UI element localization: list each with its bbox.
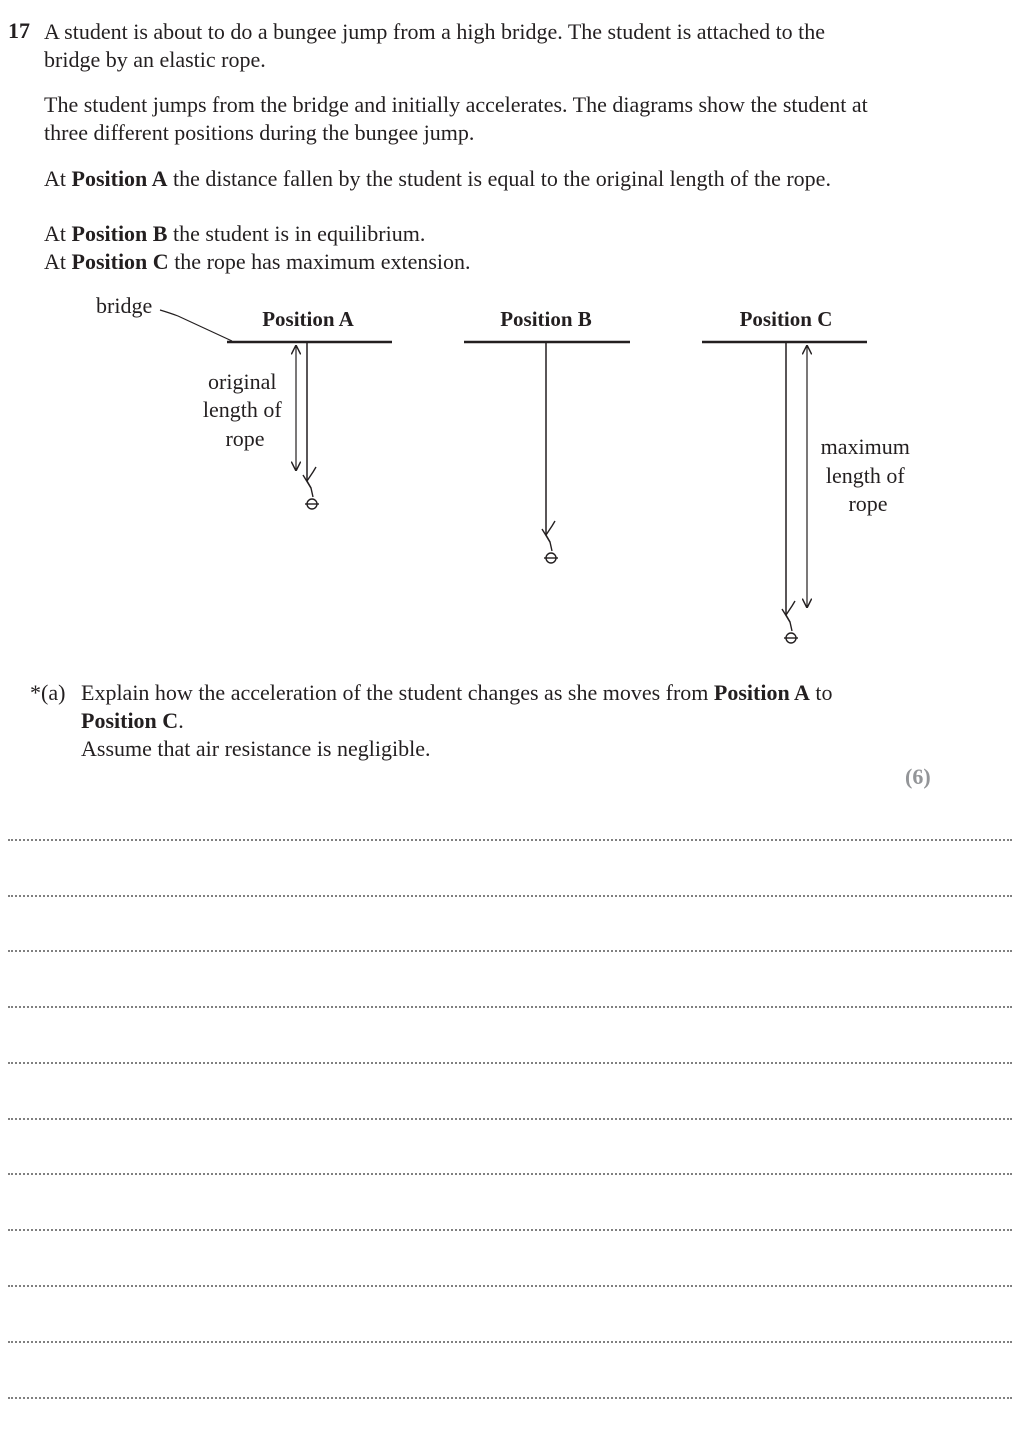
question-intro: A student is about to do a bungee jump from a high bridge. The student is attached to the bridge by an elastic rope. [44, 19, 826, 72]
original-length-label: original length of rope [202, 369, 282, 451]
question-number: 17 [8, 18, 30, 43]
maximum-length-label: maximum length of rope [820, 434, 910, 516]
student-b [542, 521, 558, 563]
answer-line[interactable] [8, 1397, 1012, 1399]
question-paragraph-2: The student jumps from the bridge and initially accelerates. The diagrams show the student at three different positions during the bungee jump. [44, 92, 868, 145]
position-a-heading: Position A [262, 307, 354, 331]
bridge-leader-line [160, 310, 232, 341]
position-c-description: At Position C the rope has maximum extension. [44, 249, 471, 274]
answer-line[interactable] [8, 839, 1012, 841]
answer-line[interactable] [8, 1173, 1012, 1175]
position-a-description: At Position A the distance fallen by the student is equal to the original length of the rope. [44, 166, 831, 191]
part-a-label: *(a) [30, 680, 66, 705]
student-c [782, 601, 798, 643]
answer-line[interactable] [8, 1006, 1012, 1008]
bungee-diagram [0, 285, 1021, 665]
answer-line[interactable] [8, 1229, 1012, 1231]
answer-line[interactable] [8, 1062, 1012, 1064]
answer-line[interactable] [8, 895, 1012, 897]
part-a-question: Explain how the acceleration of the student changes as she moves from Position A to Position C. Assume that air resistance is negligible. [81, 680, 833, 761]
position-b-heading: Position B [500, 307, 592, 331]
bridge-label: bridge [96, 293, 153, 318]
answer-line[interactable] [8, 1285, 1012, 1287]
student-a [303, 467, 319, 509]
position-c-heading: Position C [739, 307, 833, 331]
answer-line[interactable] [8, 950, 1012, 952]
marks-indicator: (6) [905, 764, 931, 789]
answer-line[interactable] [8, 1118, 1012, 1120]
position-b-description: At Position B the student is in equilibrium. [44, 221, 426, 246]
answer-line[interactable] [8, 1341, 1012, 1343]
